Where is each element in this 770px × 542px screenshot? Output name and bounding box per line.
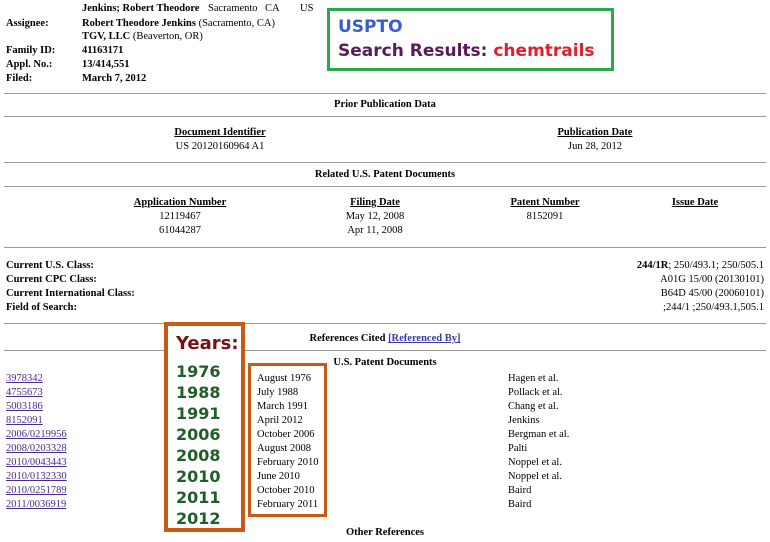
cited-inventors xyxy=(508,372,569,512)
pub-date-value: Jun 28, 2012 xyxy=(568,141,622,152)
related-heading: Related U.S. Patent Documents xyxy=(314,169,456,180)
year-label: 1991 xyxy=(176,404,221,423)
year-label: 2011 xyxy=(176,488,221,507)
divider xyxy=(4,247,766,248)
cited-patent-link[interactable]: 2010/0251789 xyxy=(6,485,67,496)
assignee-label: Assignee: xyxy=(6,18,49,29)
cited-patent-link[interactable]: 4755673 xyxy=(6,387,43,398)
doc-id-header: Document Identifier xyxy=(174,127,266,138)
cited-patent-link[interactable]: 2010/0043443 xyxy=(6,457,67,468)
divider xyxy=(4,186,766,187)
filing-date-header: Filing Date xyxy=(350,197,400,208)
cited-patent-link[interactable]: 8152091 xyxy=(6,415,43,426)
us-patent-documents-heading: U.S. Patent Documents xyxy=(333,357,437,368)
divider xyxy=(4,93,766,94)
related-app-number: 12119467 xyxy=(159,211,201,222)
cited-inventor: Bergman et al. xyxy=(508,429,570,440)
overlay-title: USPTO xyxy=(338,17,403,37)
cited-patent-link[interactable]: 2006/0219956 xyxy=(6,429,67,440)
cited-patent-link[interactable]: 2010/0132330 xyxy=(6,471,67,482)
cited-date: October 2010 xyxy=(257,485,315,496)
inventor-state: CA xyxy=(265,3,280,14)
cited-inventor: Hagen et al. xyxy=(508,373,559,384)
intl-class-value: B64D 45/00 (20060101) xyxy=(660,288,764,299)
overlay-keyword: chemtrails xyxy=(493,41,595,61)
pub-date-header: Publication Date xyxy=(557,127,633,138)
related-app-number: 61044287 xyxy=(159,225,201,236)
related-filing-date: May 12, 2008 xyxy=(345,211,405,222)
overlay-subtitle: Search Results: chemtrails xyxy=(338,41,595,61)
cited-date: July 1988 xyxy=(257,387,299,398)
year-label: 2008 xyxy=(176,446,221,465)
assignee-line-1: Robert Theodore Jenkins (Sacramento, CA) xyxy=(82,18,275,29)
cited-patent-link[interactable]: 5003186 xyxy=(6,401,43,412)
inventor-country: US xyxy=(300,3,314,14)
us-class-label: Current U.S. Class: xyxy=(6,260,94,271)
patent-number-header: Patent Number xyxy=(510,197,580,208)
cited-date: June 2010 xyxy=(257,471,300,482)
divider xyxy=(4,350,766,351)
cited-inventor: Baird xyxy=(508,485,532,496)
field-of-search-label: Field of Search: xyxy=(6,302,77,313)
year-label: 2012 xyxy=(176,509,221,528)
cited-inventor: Chang et al. xyxy=(508,401,559,412)
cited-patent-link[interactable]: 3978342 xyxy=(6,373,43,384)
cited-inventor: Noppel et al. xyxy=(508,457,562,468)
cited-date: August 1976 xyxy=(257,373,311,384)
cited-patent-link[interactable]: 2008/0203328 xyxy=(6,443,67,454)
field-of-search-value: ;244/1 ;250/493.1,505.1 xyxy=(663,302,764,313)
cited-inventor: Noppel et al. xyxy=(508,471,562,482)
divider xyxy=(4,116,766,117)
family-id-label: Family ID: xyxy=(6,45,56,56)
divider xyxy=(4,323,766,324)
related-filing-date: Apr 11, 2008 xyxy=(347,225,403,236)
search-results-overlay xyxy=(327,8,614,71)
year-label: 1988 xyxy=(176,383,221,402)
issue-date-header: Issue Date xyxy=(671,197,719,208)
cited-inventor: Baird xyxy=(508,499,532,510)
year-label: 2010 xyxy=(176,467,221,486)
cited-date: October 2006 xyxy=(257,429,315,440)
appl-no-value: 13/414,551 xyxy=(82,59,130,70)
inventor-city: Sacramento xyxy=(208,3,258,14)
related-patent-number: 8152091 xyxy=(526,211,564,222)
other-references-heading: Other References xyxy=(345,527,425,538)
intl-class-label: Current International Class: xyxy=(6,288,135,299)
cited-inventor: Pollack et al. xyxy=(508,387,563,398)
doc-id-value: US 20120160964 A1 xyxy=(175,141,265,152)
cited-inventor: Jenkins xyxy=(508,415,540,426)
application-number-header: Application Number xyxy=(133,197,227,208)
year-label: 1976 xyxy=(176,362,221,381)
filed-value: March 7, 2012 xyxy=(82,73,147,84)
cited-date: February 2011 xyxy=(257,499,319,510)
cited-dates xyxy=(257,372,319,512)
inventor-name: Jenkins; Robert Theodore xyxy=(82,3,200,14)
prior-publication-heading: Prior Publication Data xyxy=(334,99,436,110)
cited-date: April 2012 xyxy=(257,415,303,426)
cited-patent-link[interactable]: 2011/0036919 xyxy=(6,499,67,510)
cited-date: March 1991 xyxy=(257,401,309,412)
filed-label: Filed: xyxy=(6,73,33,84)
appl-no-label: Appl. No.: xyxy=(6,59,53,70)
cpc-class-value: A01G 15/00 (20130101) xyxy=(660,274,764,285)
cpc-class-label: Current CPC Class: xyxy=(6,274,97,285)
references-heading: References Cited [Referenced By] xyxy=(309,333,461,344)
assignee-line-2: TGV, LLC (Beaverton, OR) xyxy=(82,31,203,42)
referenced-by-link[interactable]: [Referenced By] xyxy=(388,333,461,344)
year-label: 2006 xyxy=(176,425,221,444)
years-title: Years: xyxy=(176,333,239,354)
family-id-value: 41163171 xyxy=(82,45,124,56)
divider xyxy=(4,162,766,163)
years-overlay xyxy=(164,322,245,532)
cited-inventor: Palti xyxy=(508,443,528,454)
cited-date: August 2008 xyxy=(257,443,311,454)
us-class-value: 244/1R; 250/493.1; 250/505.1 xyxy=(636,260,764,271)
cited-patent-numbers xyxy=(6,372,156,512)
cited-date: February 2010 xyxy=(257,457,319,468)
